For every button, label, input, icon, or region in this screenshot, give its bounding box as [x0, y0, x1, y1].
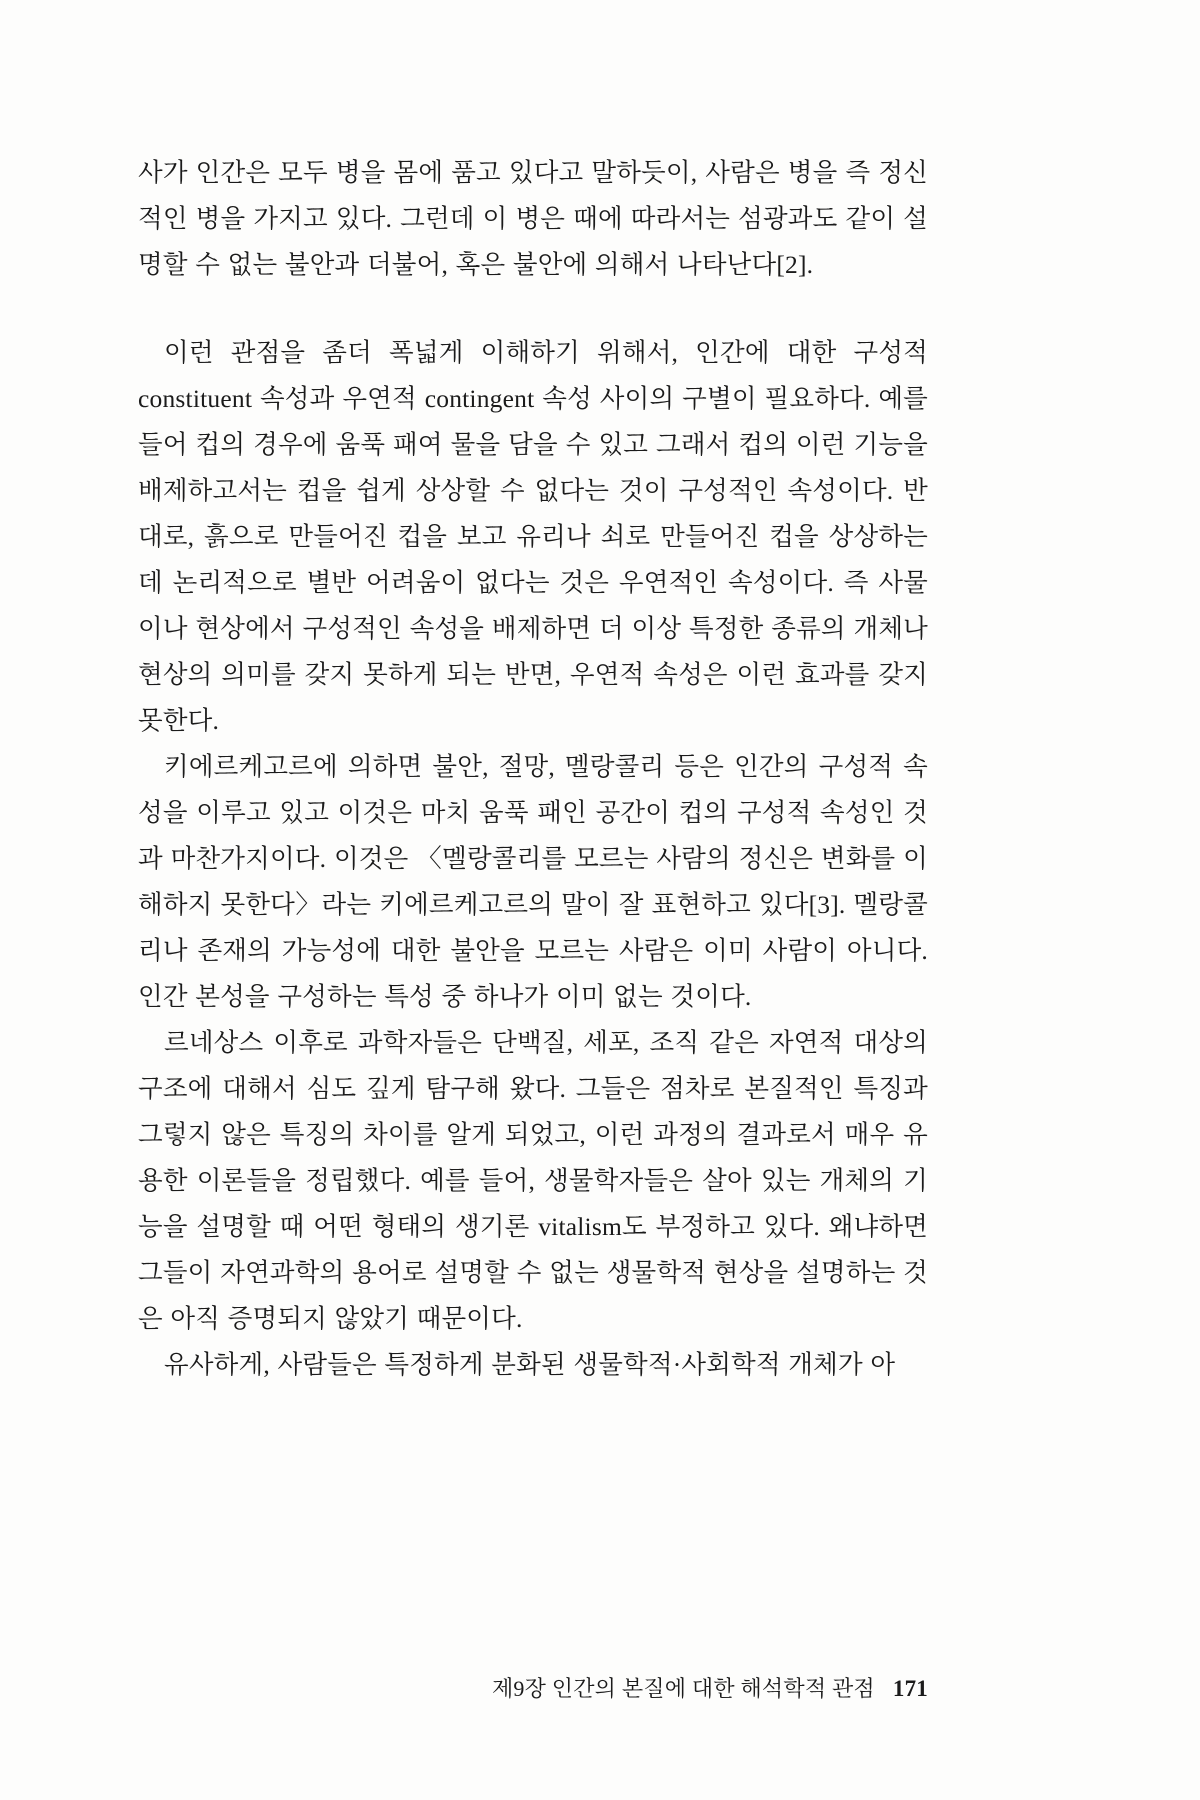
paragraph-3: 키에르케고르에 의하면 불안, 절망, 멜랑콜리 등은 인간의 구성적 속성을 이루고 있고 이것은 마치 움푹 패인 공간이 컵의 구성적 속성인 것과 마찬가지이다. 이것은 〈멜랑콜리를 모르는 사람의 정신은 변화를 이해하지 못한다〉라는 키에르케고르의 말이 잘 표현하고 있다[3]. 멜랑콜리나 존재의 가능성에 대한 불안을 모르는 사람은 이미 사람이 아니다. 인간 본성을 구성하는 특성 중 하나가 이미 없는 것이다. [138, 752, 928, 1011]
page-text-body [138, 150, 928, 1388]
footer-page-number: 171 [892, 1676, 928, 1701]
paragraph-4: 르네상스 이후로 과학자들은 단백질, 세포, 조직 같은 자연적 대상의 구조에 대해서 심도 깊게 탐구해 왔다. 그들은 점차로 본질적인 특징과 그렇지 않은 특징의 차이를 알게 되었고, 이런 과정의 결과로서 매우 유용한 이론들을 정립했다. 예를 들어, 생물학자들은 살아 있는 개체의 기능을 설명할 때 어떤 형태의 생기론 vitalism도 부정하고 있다. 왜냐하면 그들이 자연과학의 용어로 설명할 수 없는 생물학적 현상을 설명하는 것은 아직 증명되지 않았기 때문이다. [138, 1028, 928, 1333]
page-footer [138, 1672, 928, 1703]
paragraph-1: 사가 인간은 모두 병을 몸에 품고 있다고 말하듯이, 사람은 병을 즉 정신적인 병을 가지고 있다. 그런데 이 병은 때에 따라서는 섬광과도 같이 설명할 수 없는 불안과 더불어, 혹은 불안에 의해서 나타난다[2]. [138, 158, 928, 279]
paragraph-5: 유사하게, 사람들은 특정하게 분화된 생물학적·사회학적 개체가 아 [164, 1350, 896, 1379]
paragraph-2: 이런 관점을 좀더 폭넓게 이해하기 위해서, 인간에 대한 구성적 constituent 속성과 우연적 contingent 속성 사이의 구별이 필요하다. 예를 들어 컵의 경우에 움푹 패여 물을 담을 수 있고 그래서 컵의 이런 기능을 배제하고서는 컵을 쉽게 상상할 수 없다는 것이 구성적인 속성이다. 반대로, 흙으로 만들어진 컵을 보고 유리나 쇠로 만들어진 컵을 상상하는 데 논리적으로 별반 어려움이 없다는 것은 우연적인 속성이다. 즉 사물이나 현상에서 구성적인 속성을 배제하면 더 이상 특정한 종류의 개체나 현상의 의미를 갖지 못하게 되는 반면, 우연적 속성은 이런 효과를 갖지 못한다. [138, 338, 928, 735]
footer-chapter-title: 제9장 인간의 본질에 대한 해석학적 관점 [491, 1676, 875, 1701]
